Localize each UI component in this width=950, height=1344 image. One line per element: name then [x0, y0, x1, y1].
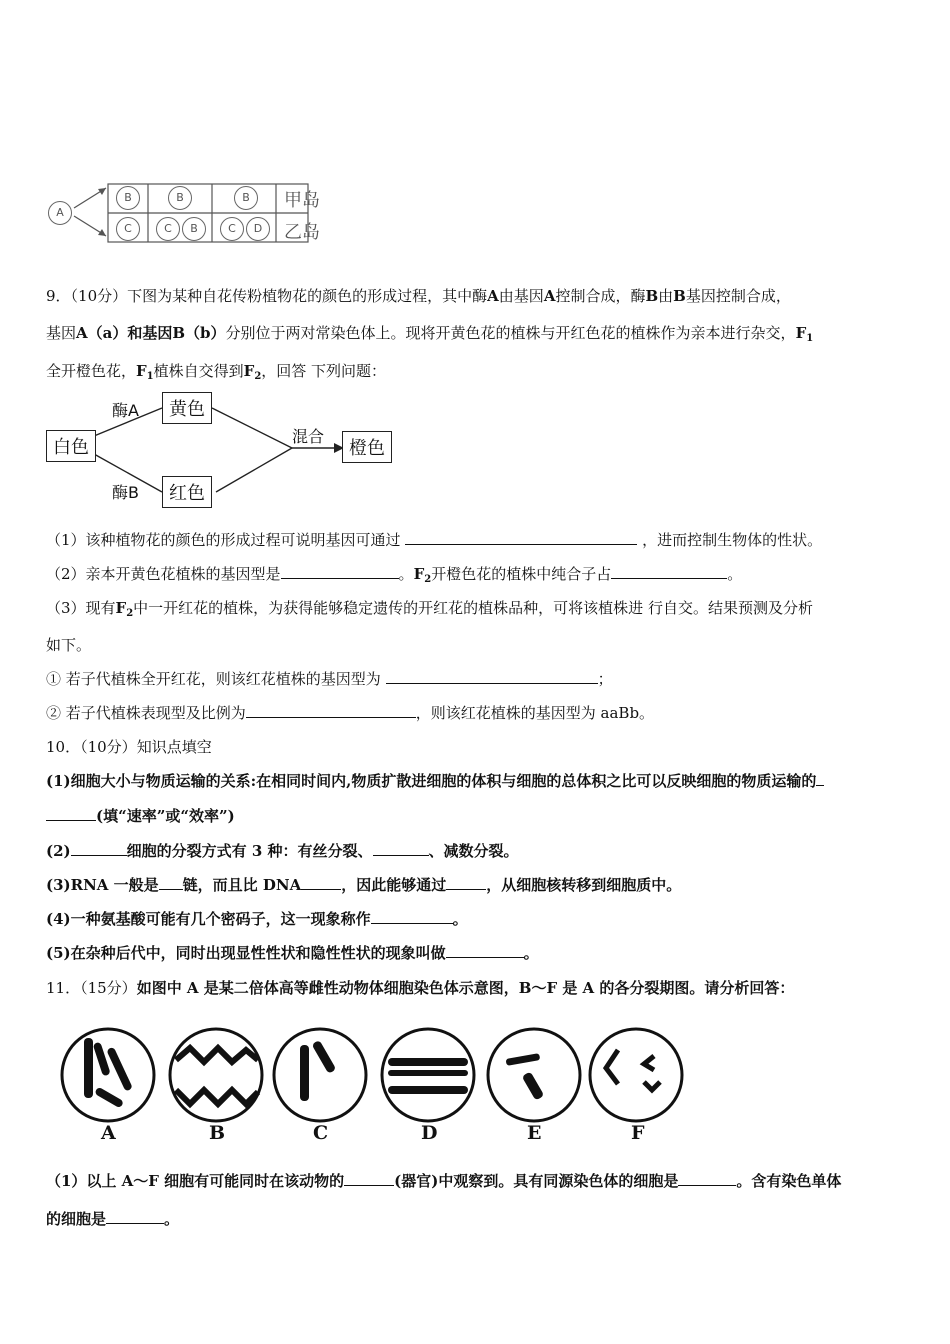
- label-yi: 乙岛: [284, 222, 320, 243]
- blank: [373, 855, 429, 856]
- yi-cell-1: C: [116, 217, 140, 241]
- blank: [446, 957, 524, 958]
- blank: [46, 820, 96, 821]
- cell-label-e: E: [527, 1122, 542, 1144]
- q10-header: 10．（10分）知识点填空: [46, 738, 212, 756]
- jia-cell-1: B: [116, 186, 140, 210]
- cell-label-a: A: [101, 1122, 116, 1144]
- cell-label-d: D: [421, 1122, 438, 1144]
- cell-label-f: F: [631, 1122, 645, 1144]
- island-source: A: [48, 201, 72, 225]
- q10-l1: (1)细胞大小与物质运输的关系:在相同时间内,物质扩散进细胞的体积与细胞的总体积之比可以反映细胞的物质运输的: [46, 771, 824, 791]
- blank: [344, 1185, 394, 1186]
- q9-line3: 全开橙色花，$F_1$植株自交得到$F_2$，回答 下列问题：: [46, 362, 387, 382]
- yi-cell-3a: C: [220, 217, 244, 241]
- enzyme-b-label: 酶B: [112, 483, 139, 502]
- blank: [446, 889, 486, 890]
- q10-l4: (4)一种氨基酸可能有几个密码子，这一现象称作 。: [46, 910, 468, 928]
- blank: [386, 683, 598, 684]
- q10-l1-cont: (填“速率”或“效率”): [46, 806, 235, 826]
- island-figure: [44, 180, 344, 245]
- q9-case1: ① 若子代植株全开红花，则该红花植株的基因型为 ；: [46, 670, 613, 688]
- q9-line1: 9．（10分）下图为某种自花传粉植物花的颜色的形成过程，其中酶A由基因A控制合成，酶B由B基因控制合成，: [46, 287, 791, 305]
- cell-label-c: C: [313, 1122, 329, 1144]
- q9-case2: ② 若子代植株表现型及比例为 ，则该红花植株的基因型为 aaBb。: [46, 704, 655, 722]
- q9-p2: （2）亲本开黄色花植株的基因型是 。$F_2$开橙色花的植株中纯合子占 。: [46, 565, 743, 585]
- q9-p3-cont: 如下。: [46, 636, 92, 654]
- q11-p1: （1）以上 A～F 细胞有可能同时在该动物的 (器官)中观察到。具有同源染色体的细胞是 。含有染色单体: [46, 1172, 842, 1190]
- label-jia: 甲岛: [284, 190, 320, 211]
- blank: [816, 785, 824, 786]
- mix-label: 混合: [292, 427, 325, 446]
- yi-cell-3b: D: [246, 217, 270, 241]
- cell-division-figure: [58, 1020, 688, 1145]
- blank: [246, 717, 416, 718]
- q10-l3: (3)RNA 一般是 链，而且比 DNA ，因此能够通过 ，从细胞核转移到细胞质中。: [46, 876, 682, 894]
- jia-cell-3: B: [234, 186, 258, 210]
- q11-p1-cont: 的细胞是 。: [46, 1210, 180, 1228]
- box-white: 白色: [46, 430, 96, 462]
- blank: [611, 578, 727, 579]
- blank: [106, 1223, 164, 1224]
- blank: [371, 923, 453, 924]
- yi-cell-2a: C: [156, 217, 180, 241]
- cells-svg: [58, 1020, 688, 1145]
- q9-line2: 基因A（a）和基因B（b）分别位于两对常染色体上。现将开黄色花的植株与开红色花的植株作为亲本进行杂交，$F_1$: [46, 324, 814, 344]
- cell-label-b: B: [209, 1122, 226, 1144]
- blank: [405, 544, 637, 545]
- q9-p1: （1）该种植物花的颜色的形成过程可说明基因可通过 ，进而控制生物体的性状。: [46, 531, 823, 549]
- blank: [159, 889, 183, 890]
- color-pathway-diagram: [44, 388, 404, 513]
- blank: [281, 578, 399, 579]
- yi-cell-2b: B: [182, 217, 206, 241]
- blank: [678, 1185, 736, 1186]
- box-orange: 橙色: [342, 431, 392, 463]
- q10-l2: (2) 细胞的分裂方式有 3 种：有丝分裂、 、减数分裂。: [46, 842, 519, 860]
- q11-header: 11．（15分）如图中 A 是某二倍体高等雌性动物体细胞染色体示意图，B～F 是 A 的各分裂期图。请分析回答：: [46, 979, 795, 997]
- q9-p3: （3）现有$F_2$中一开红花的植株，为获得能够稳定遗传的开红花的植株品种，可将该植株进 行自交。结果预测及分析: [46, 599, 813, 619]
- blank: [71, 855, 127, 856]
- enzyme-a-label: 酶A: [112, 401, 139, 420]
- blank: [301, 889, 341, 890]
- jia-cell-2: B: [168, 186, 192, 210]
- q10-l5: (5)在杂种后代中，同时出现显性性状和隐性性状的现象叫做 。: [46, 944, 539, 962]
- box-yellow: 黄色: [162, 392, 212, 424]
- box-red: 红色: [162, 476, 212, 508]
